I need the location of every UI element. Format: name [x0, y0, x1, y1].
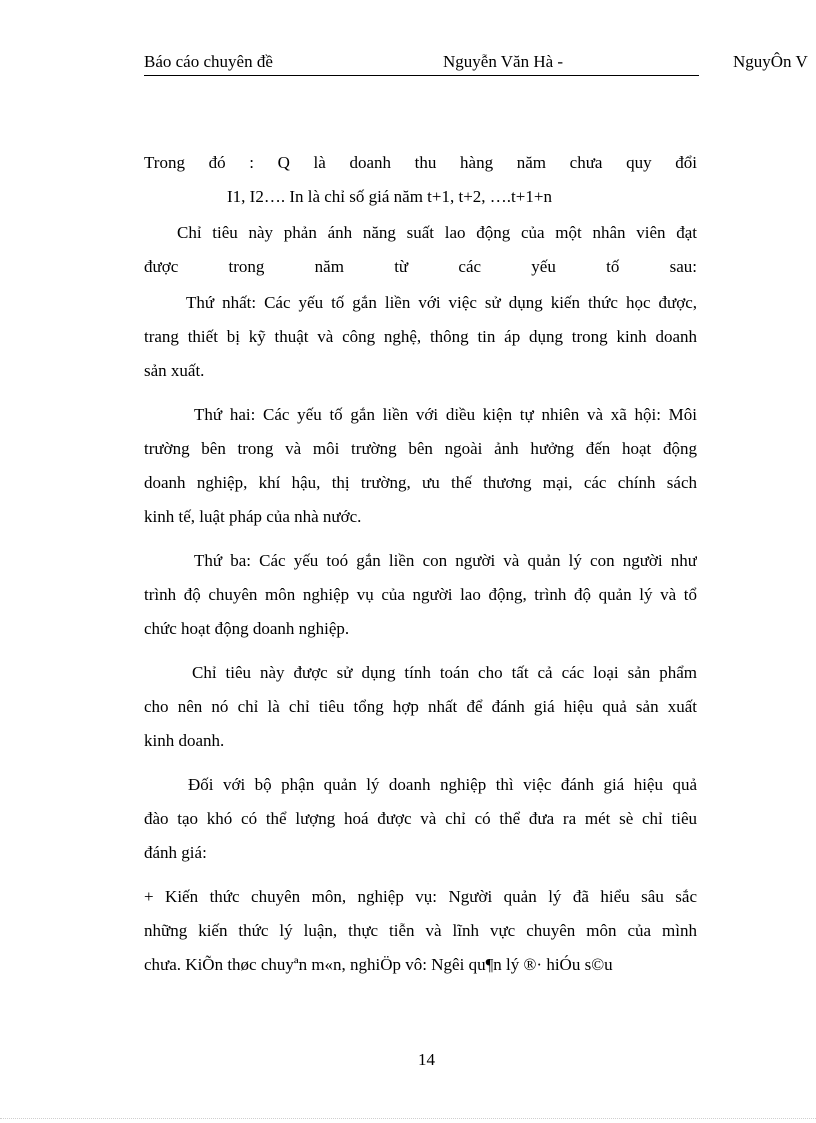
text-line: Thứ hai: Các yếu tố gắn liền với diều kiện tự nhiên và xã hội: Môi — [194, 405, 697, 424]
text-line: + Kiến thức chuyên môn, nghiệp vụ: Người quản lý đã hiểu sâu sắc — [144, 887, 697, 906]
text-line: Trong đó : Q là doanh thu hàng năm chưa quy đổi — [144, 153, 697, 172]
text-line: trình độ chuyên môn nghiệp vụ của người lao động, trình độ quản lý và tổ — [144, 585, 697, 604]
text-line: doanh nghiệp, khí hậu, thị trường, ưu thế thương mại, các chính sách — [144, 473, 697, 492]
text-line: chức hoạt động doanh nghiệp. — [144, 619, 350, 638]
text-line: những kiến thức lý luận, thực tiễn và lĩnh vực chuyên môn của mình — [144, 921, 697, 940]
header-rule — [144, 75, 699, 76]
page-number: 14 — [418, 1050, 435, 1069]
text-line: Chỉ tiêu này được sử dụng tính toán cho tất cả các loại sản phẩm — [192, 663, 697, 682]
text-line: trang thiết bị kỹ thuật và công nghệ, thông tin áp dụng trong kinh doanh — [144, 327, 697, 346]
text-line: chưa. KiÕn thøc chuyªn m«n, nghiÖp vô: Ngêi qu¶n lý ®· hiÓu s©u — [144, 955, 613, 974]
text-line: được trong năm từ các yếu tố sau: — [144, 257, 697, 276]
text-line: Đối với bộ phận quản lý doanh nghiệp thì việc đánh giá hiệu quả — [188, 775, 697, 794]
text-line: Thứ ba: Các yếu toó gắn liền con người và quản lý con người như — [194, 551, 697, 570]
text-line: đánh giá: — [144, 843, 207, 862]
text-line: đào tạo khó có thể lượng hoá được và chỉ có thể đưa ra mét sè chỉ tiêu — [144, 809, 697, 828]
header-author: Nguyễn Văn Hà - — [443, 52, 564, 71]
text-line: trường bên trong và môi trường bên ngoài ảnh hưởng đến hoạt động — [144, 439, 697, 458]
page-bottom-border — [0, 1118, 816, 1119]
document-body — [144, 146, 697, 982]
text-line: Thứ nhất: Các yếu tố gắn liền với việc sử dụng kiến thức học được, — [186, 293, 697, 312]
text-line: sản xuất. — [144, 361, 205, 380]
text-line: I1, I2…. In là chỉ số giá năm t+1, t+2, ….t+1+n — [227, 187, 552, 206]
header-report-title: Báo cáo chuyên đề — [144, 52, 273, 71]
header-author-garbled: NguyÔn V — [733, 52, 808, 71]
text-line: Chỉ tiêu này phản ánh năng suất lao động của một nhân viên đạt — [177, 223, 697, 242]
text-line: kinh tế, luật pháp của nhà nước. — [144, 507, 362, 526]
text-line: cho nên nó chỉ là chỉ tiêu tổng hợp nhất để đánh giá hiệu quả sản xuất — [144, 697, 697, 716]
text-line: kinh doanh. — [144, 731, 225, 750]
